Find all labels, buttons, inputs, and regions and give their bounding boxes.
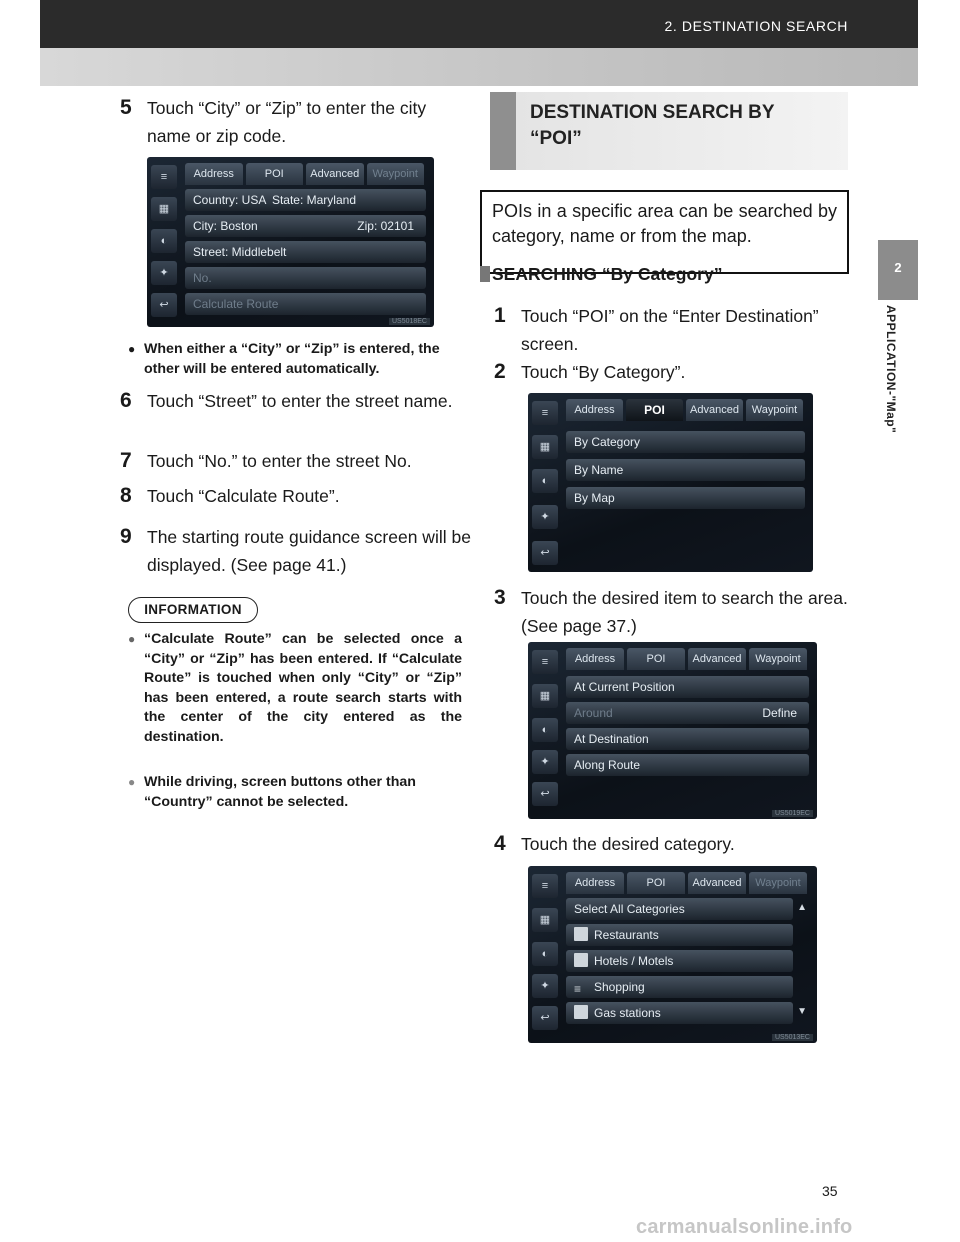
step-number: 3 (494, 586, 506, 609)
row-number (185, 267, 426, 289)
step-text: Touch “Street” to enter the street name. (147, 391, 453, 411)
step-2 (494, 358, 849, 386)
figure-code: US5013EC (772, 1034, 813, 1041)
row-city (185, 215, 426, 237)
page-number: 35 (822, 1183, 838, 1199)
row-label: Hotels / Motels (594, 954, 674, 968)
row-restaurants (566, 924, 793, 946)
nav-button-icon: ◐ (532, 718, 558, 742)
nav-button-icon: ≡ (532, 401, 558, 425)
step-text: Touch the desired category. (521, 834, 735, 854)
row-right: State: Maryland (271, 193, 356, 207)
screen-poi-menu (528, 393, 813, 572)
scroll-down-icon: ▼ (797, 1006, 807, 1017)
tab-advanced: Advanced (688, 872, 746, 894)
section-heading (490, 92, 848, 170)
row-by-name: By Name (566, 459, 805, 481)
step-9 (120, 523, 472, 579)
page-header-bar (40, 0, 918, 48)
tab-poi: POI (627, 872, 685, 894)
bullet-icon: ● (128, 775, 136, 789)
square-bullet-icon (480, 266, 490, 282)
row-by-category: By Category (566, 431, 805, 453)
tab-address: Address (566, 648, 624, 670)
intro-box: POIs in a specific area can be searched by category, name or from the map. (480, 190, 849, 274)
row-left: No. (193, 271, 212, 285)
sub-heading (480, 264, 722, 285)
row-left: At Current Position (574, 680, 675, 694)
step-number: 6 (120, 389, 132, 412)
row-street (185, 241, 426, 263)
nav-button-icon: ≡ (151, 165, 177, 189)
step-text: Touch “Calculate Route”. (147, 486, 340, 506)
nav-button-icon: ▦ (151, 197, 177, 221)
row-calculate-route (185, 293, 426, 315)
tab-poi: POI (626, 399, 683, 421)
tab-address: Address (566, 399, 623, 421)
row-gas-stations (566, 1002, 793, 1024)
sub-heading-text: SEARCHING “By Category” (492, 264, 723, 284)
info-note-1 (128, 630, 462, 747)
nav-button-icon: ▦ (532, 684, 558, 708)
hotel-icon (574, 953, 588, 967)
step-5 (120, 94, 472, 150)
row-at-destination (566, 728, 809, 750)
nav-button-icon: ✦ (151, 261, 177, 285)
tab-poi: POI (627, 648, 685, 670)
row-select-all-categories: Select All Categories (566, 898, 793, 920)
step-text: Touch “No.” to enter the street No. (147, 451, 412, 471)
step-3 (494, 584, 849, 640)
nav-button-icon: ≡ (532, 874, 558, 898)
figure-code: US5018EC (389, 318, 430, 325)
nav-button-icon: ✦ (532, 974, 558, 998)
nav-button-icon: ◐ (532, 942, 558, 966)
tab-advanced: Advanced (306, 163, 364, 185)
row-left: Country: USA (193, 193, 267, 207)
tab-advanced: Advanced (688, 648, 746, 670)
chapter-label (885, 305, 911, 480)
row-left: Street: Middlebelt (193, 245, 287, 259)
figure-code: US5019EC (772, 810, 813, 817)
tab-waypoint: Waypoint (749, 872, 807, 894)
chapter-tab (878, 240, 918, 300)
note-text: “Calculate Route” can be selected once a “City” or “Zip” has been entered. If “Calculate Route” is touched when only “City” or “Zip” has been entered, a route search starts with the center of the city entered as the destination. (144, 631, 462, 745)
tab-advanced: Advanced (686, 399, 743, 421)
step-text: The starting route guidance screen will be displayed. (See page 41.) (147, 527, 471, 575)
back-icon: ↩ (532, 782, 558, 806)
step-8 (120, 482, 472, 510)
scroll-up-icon: ▲ (797, 902, 807, 913)
tab-address: Address (566, 872, 624, 894)
bullet-icon: ● (128, 342, 136, 356)
back-icon: ↩ (151, 293, 177, 317)
step-4 (494, 830, 849, 858)
tab-waypoint: Waypoint (746, 399, 803, 421)
chapter-number: 2 (894, 260, 902, 275)
step-number: 9 (120, 525, 132, 548)
row-hotels (566, 950, 793, 972)
row-left: Around (574, 706, 613, 720)
step-text: Touch the desired item to search the area. (See page 37.) (521, 588, 848, 636)
row-right: Define (762, 706, 797, 720)
nav-button-icon: ▦ (532, 435, 558, 459)
screen-category-list (528, 866, 817, 1043)
back-icon: ↩ (532, 1006, 558, 1030)
row-label: Restaurants (594, 928, 659, 942)
row-label: Shopping (594, 980, 645, 994)
tab-poi: POI (246, 163, 304, 185)
row-left: Calculate Route (193, 297, 279, 311)
gas-station-icon (574, 1005, 588, 1019)
nav-button-icon: ▦ (532, 908, 558, 932)
row-right: Zip: 02101 (357, 219, 414, 233)
row-by-map: By Map (566, 487, 805, 509)
screen-address-entry (147, 157, 434, 327)
info-note-2 (128, 773, 468, 812)
step-text: Touch “City” or “Zip” to enter the city name or zip code. (147, 98, 427, 146)
step-1 (494, 302, 849, 358)
restaurant-icon (574, 927, 588, 941)
section-bar (490, 92, 516, 170)
step-text: Touch “POI” on the “Enter Destination” screen. (521, 306, 819, 354)
tab-address: Address (185, 163, 243, 185)
row-along-route (566, 754, 809, 776)
tab-waypoint: Waypoint (749, 648, 807, 670)
nav-button-icon: ≡ (532, 650, 558, 674)
row-left: Along Route (574, 758, 641, 772)
step-number: 2 (494, 360, 506, 383)
note-city-zip (128, 340, 473, 379)
row-label: Gas stations (594, 1006, 661, 1020)
step-6 (120, 387, 472, 415)
step-number: 1 (494, 304, 506, 327)
back-icon: ↩ (532, 541, 558, 565)
section-heading-text: DESTINATION SEARCH BY “POI” (530, 102, 775, 149)
nav-button-icon: ◐ (532, 469, 558, 493)
note-text: While driving, screen buttons other than “Country” cannot be selected. (144, 774, 416, 810)
bullet-icon: ● (128, 632, 136, 646)
row-shopping (566, 976, 793, 998)
nav-button-icon: ✦ (532, 505, 558, 529)
header-band (40, 48, 918, 86)
row-country (185, 189, 426, 211)
nav-button-icon: ✦ (532, 750, 558, 774)
section-title: 2. DESTINATION SEARCH (664, 18, 848, 34)
step-text: Touch “By Category”. (521, 362, 686, 382)
chapter-label-text: APPLICATION-"Map" (884, 305, 898, 434)
nav-button-icon: ◐ (151, 229, 177, 253)
step-number: 5 (120, 96, 132, 119)
step-number: 8 (120, 484, 132, 507)
note-text: When either a “City” or “Zip” is entered, the other will be entered automatically. (144, 341, 440, 377)
information-badge: INFORMATION (128, 597, 258, 623)
row-left: City: Boston (193, 219, 258, 233)
row-at-current-position (566, 676, 809, 698)
watermark: carmanualsonline.info (636, 1216, 853, 1238)
tab-waypoint: Waypoint (367, 163, 425, 185)
step-7 (120, 447, 472, 475)
step-number: 4 (494, 832, 506, 855)
screen-search-area (528, 642, 817, 819)
row-left: At Destination (574, 732, 649, 746)
step-number: 7 (120, 449, 132, 472)
shopping-icon: ≡ (574, 982, 582, 996)
row-around (566, 702, 809, 724)
